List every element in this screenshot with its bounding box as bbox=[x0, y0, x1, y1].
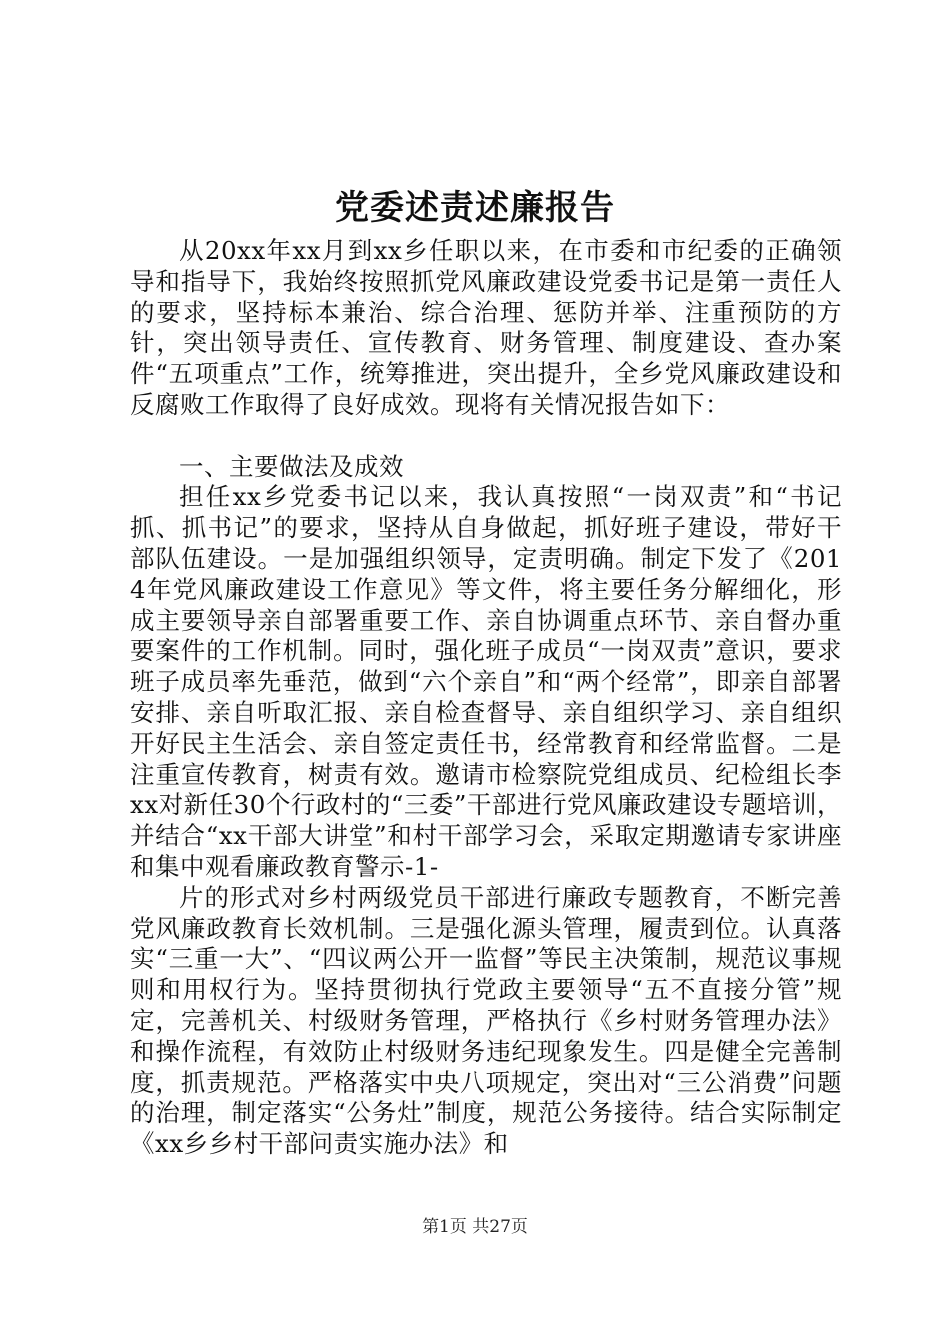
paragraph-main: 担任xx乡党委书记以来，我认真按照“一岗双责”和“书记抓、抓书记”的要求，坚持从自身做起，抓好班子建设，带好干部队伍建设。一是加强组织领导，定责明确。制定下发了《2014年党风廉政建设工作意见》等文件，将主要任务分解细化，形成主要领导亲自部署重要工作、亲自协调重点环节、亲自督办重要案件的工作机制。同时，强化班子成员“一岗双责”意识，要求班子成员率先垂范，做到“六个亲自”和“两个经常”，即亲自部署安排、亲自听取汇报、亲自检查督导、亲自组织学习、亲自组织开好民主生活会、亲自签定责任书，经常教育和经常监督。二是注重宣传教育，树责有效。邀请市检察院党组成员、纪检组长李xx对新任30个行政村的“三委”干部进行党风廉政建设专题培训，并结合“xx干部大讲堂”和村干部学习会，采取定期邀请专家讲座和集中观看廉政教育警示-1- bbox=[130, 482, 842, 881]
document-body bbox=[130, 236, 842, 1160]
document-title: 党委述责述廉报告 bbox=[335, 188, 615, 228]
paragraph-intro: 从20xx年xx月到xx乡任职以来，在市委和市纪委的正确领导和指导下，我始终按照抓党风廉政建设党委书记是第一责任人的要求，坚持标本兼治、综合治理、惩防并举、注重预防的方针，突出领导责任、宣传教育、财务管理、制度建设、查办案件“五项重点”工作，统筹推进，突出提升，全乡党风廉政建设和反腐败工作取得了良好成效。现将有关情况报告如下： bbox=[130, 236, 842, 419]
section-heading: 一、主要做法及成效 bbox=[179, 451, 404, 481]
page-number: 第1页 共27页 bbox=[422, 1217, 528, 1237]
paragraph-continued: 片的形式对乡村两级党员干部进行廉政专题教育，不断完善党风廉政教育长效机制。三是强化源头管理，履责到位。认真落实“三重一大”、“四议两公开一监督”等民主决策制，规范议事规则和用权行为。坚持贯彻执行党政主要领导“五不直接分管”规定，完善机关、村级财务管理，严格执行《乡村财务管理办法》和操作流程，有效防止村级财务违纪现象发生。四是健全完善制度，抓责规范。严格落实中央八项规定，突出对“三公消费”问题的治理，制定落实“公务灶”制度，规范公务接待。结合实际制定《xx乡乡村干部问责实施办法》和 bbox=[130, 882, 842, 1159]
